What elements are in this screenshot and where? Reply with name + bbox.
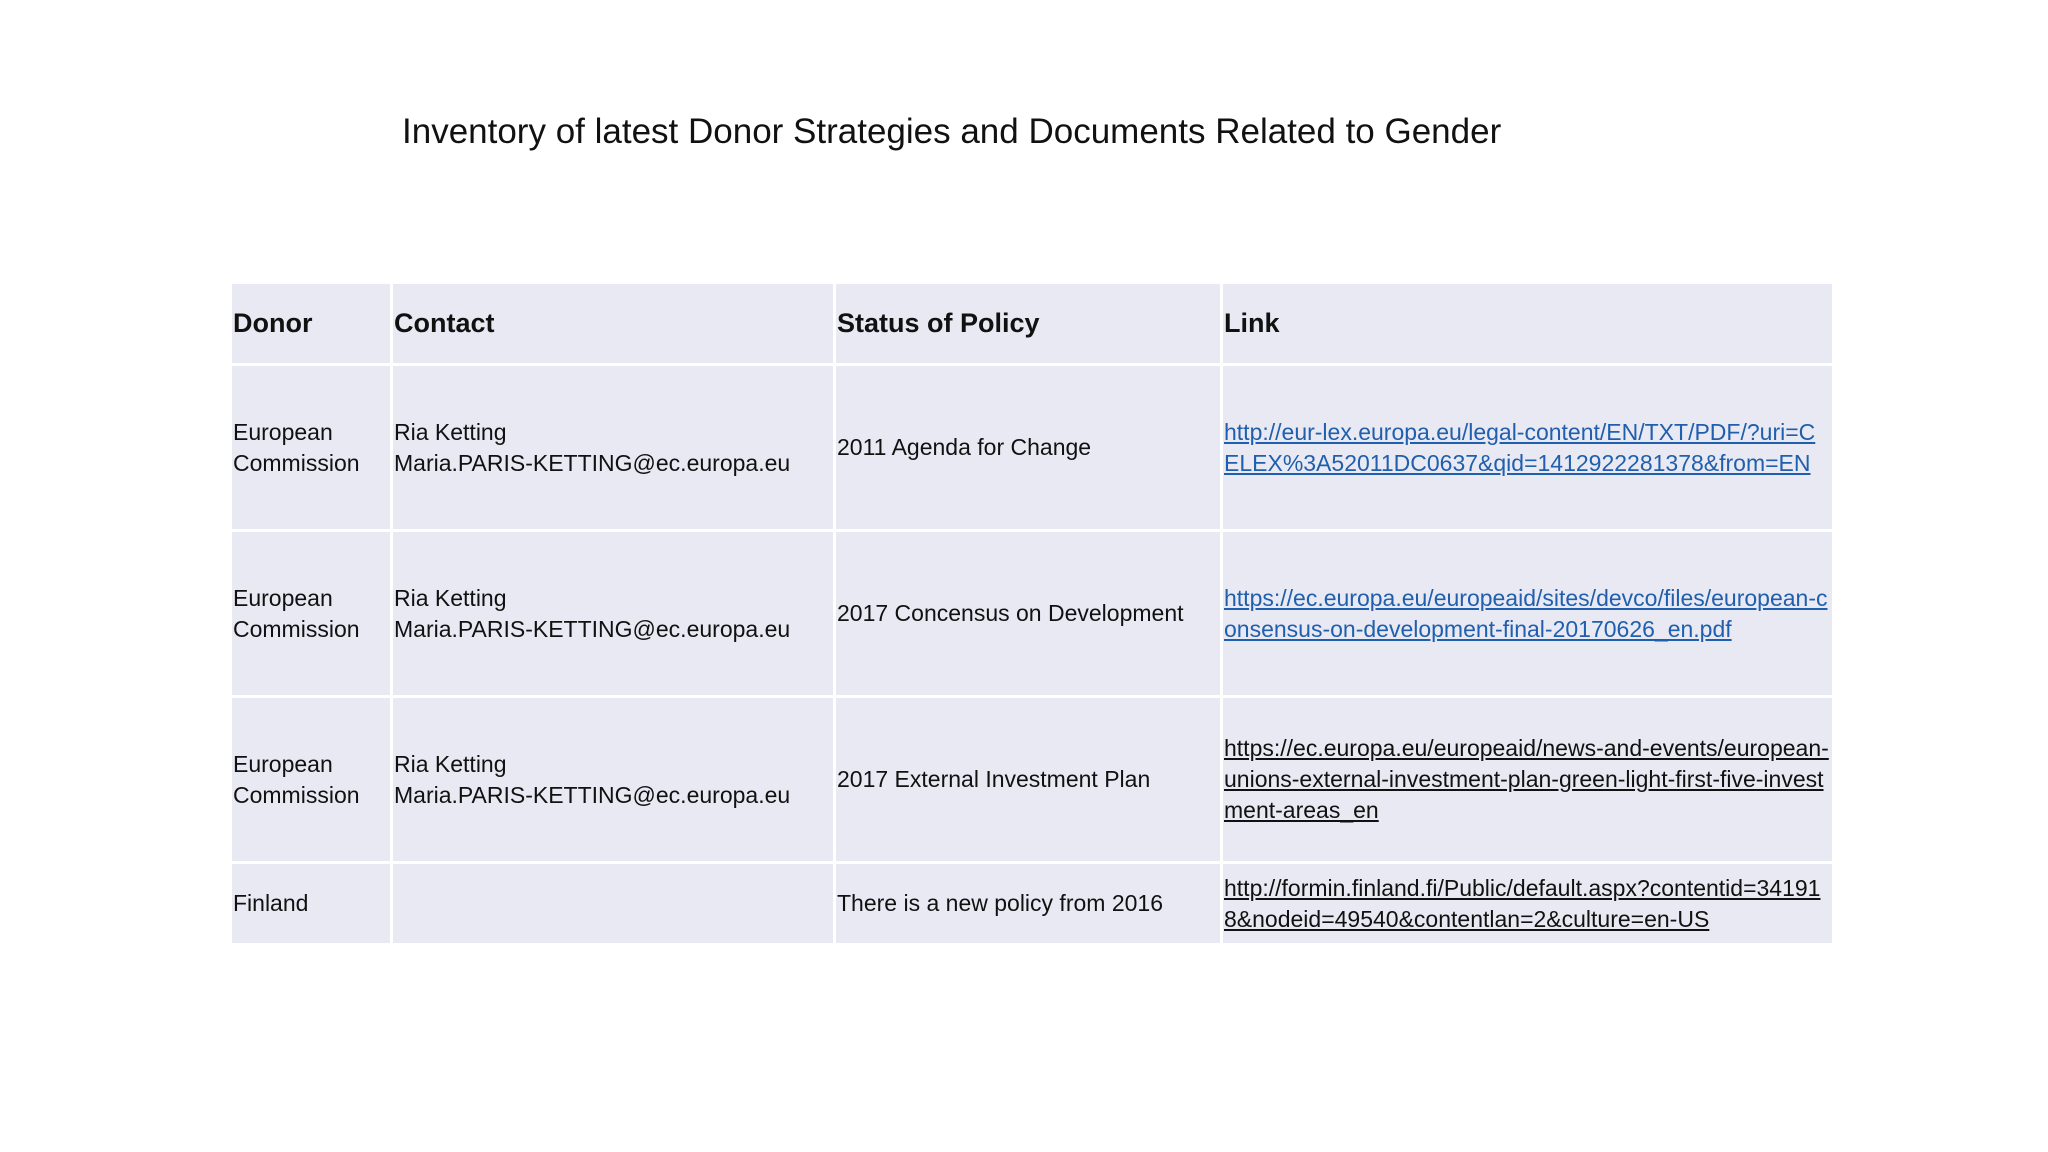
donor-name-line: European (233, 750, 333, 777)
contact-email[interactable]: Maria.PARIS-KETTING@ec.europa.eu (394, 781, 791, 808)
table-header-row (231, 283, 1834, 365)
header-link: Link (1222, 283, 1834, 365)
document-link[interactable]: https://ec.europa.eu/europeaid/news-and-events/european-unions-external-investment-plan-green-light-first-five-investment-areas_en (1224, 735, 1829, 823)
link-cell (1222, 531, 1834, 697)
document-link[interactable]: http://formin.finland.fi/Public/default.aspx?contentid=341918&nodeid=49540&contentlan=2&culture=en-US (1224, 874, 1821, 932)
contact-name: Ria Ketting (394, 584, 507, 611)
donor-name-line: Commission (233, 615, 360, 642)
donor-cell (231, 365, 392, 531)
slide-title: Inventory of latest Donor Strategies and Documents Related to Gender (402, 112, 1502, 151)
header-contact: Contact (392, 283, 835, 365)
donor-name-line: European (233, 418, 333, 445)
donor-cell (231, 531, 392, 697)
table-row (231, 863, 1834, 945)
donor-name-line: Commission (233, 449, 360, 476)
link-cell (1222, 365, 1834, 531)
table-row (231, 697, 1834, 863)
donor-name-line: European (233, 584, 333, 611)
status-cell: There is a new policy from 2016 (835, 863, 1222, 945)
document-link[interactable]: https://ec.europa.eu/europeaid/sites/devco/files/european-consensus-on-development-final-20170626_en.pdf (1224, 584, 1828, 642)
status-cell: 2017 External Investment Plan (835, 697, 1222, 863)
donor-strategies-table (229, 281, 1835, 946)
donor-name-line: Finland (233, 890, 309, 916)
contact-cell (392, 697, 835, 863)
contact-email[interactable]: Maria.PARIS-KETTING@ec.europa.eu (394, 449, 791, 476)
table-row (231, 531, 1834, 697)
link-cell (1222, 697, 1834, 863)
table-row (231, 365, 1834, 531)
header-status: Status of Policy (835, 283, 1222, 365)
link-cell (1222, 863, 1834, 945)
document-link[interactable]: http://eur-lex.europa.eu/legal-content/EN/TXT/PDF/?uri=CELEX%3A52011DC0637&qid=1412922281378&from=EN (1224, 418, 1816, 476)
status-cell: 2017 Concensus on Development (835, 531, 1222, 697)
contact-cell (392, 863, 835, 945)
header-donor: Donor (231, 283, 392, 365)
contact-name: Ria Ketting (394, 418, 507, 445)
contact-cell (392, 531, 835, 697)
donor-name-line: Commission (233, 781, 360, 808)
contact-email[interactable]: Maria.PARIS-KETTING@ec.europa.eu (394, 615, 791, 642)
donor-cell (231, 863, 392, 945)
donor-cell (231, 697, 392, 863)
status-cell: 2011 Agenda for Change (835, 365, 1222, 531)
contact-cell (392, 365, 835, 531)
contact-name: Ria Ketting (394, 750, 507, 777)
